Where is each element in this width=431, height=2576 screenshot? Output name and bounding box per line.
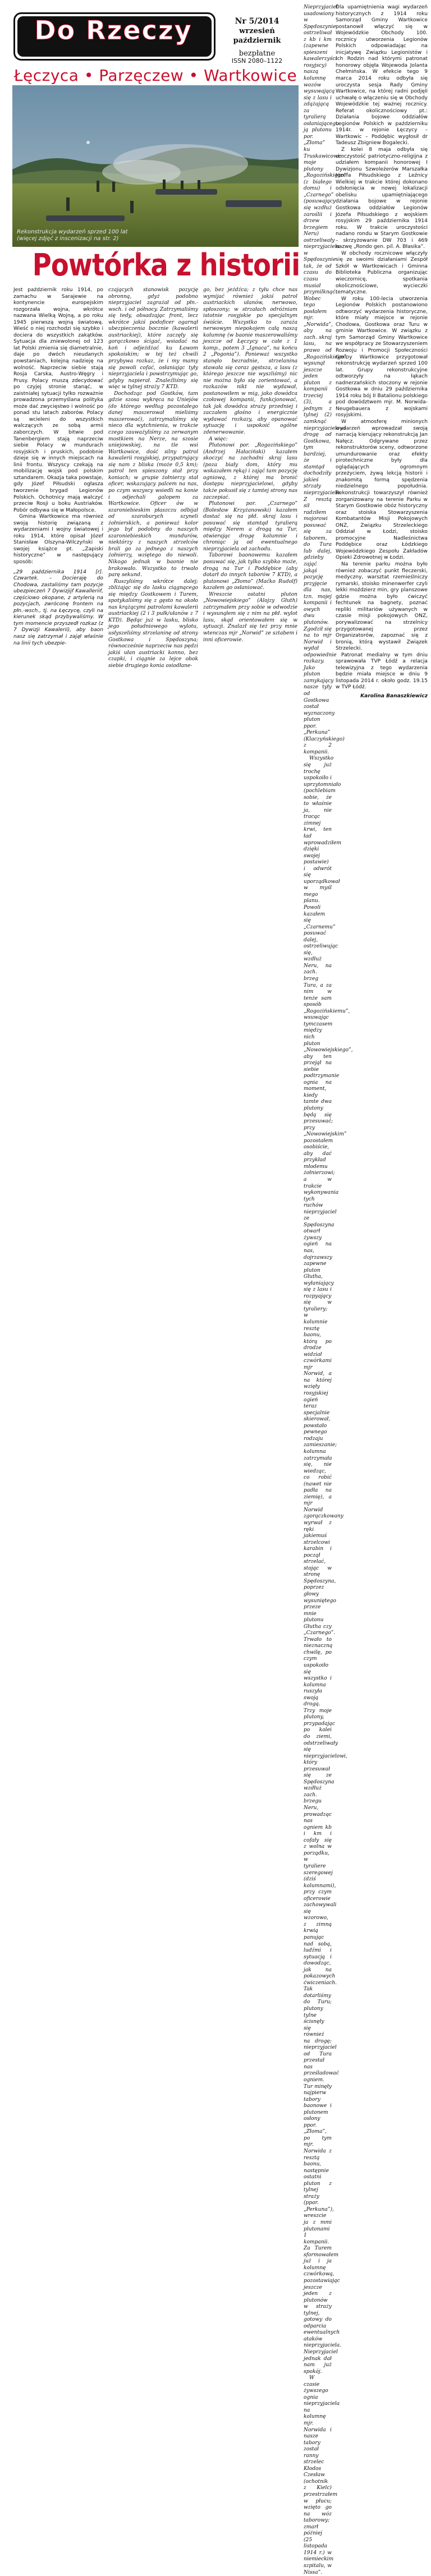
paragraph: Wszystko się już trochę uspokoiło i uprzytomniało (pochlebiam sobie, że to właśnie ja, nie tracąc zimnej krwi, ten ład wprowadziłem dzięki swojej postawie) i odwrót się uporządkował w myśl mego planu. Powoli kazałem się „Czarnemu” posuwać dalej, ostrzeliwując się, wzdłuż Neru, na zach. brzeg Tura, a za nim w tenże sam sposób „Rogozińskiemu”, wsuwając tymczasem między nich pluton „Nowowiejskiego”, aby ten przejął na siebie podtrzymanie ognia na moment, kiedy tamte dwa plutony będą się przesuwać; przy „Nowowiejskim” pozostałem osobiście, aby dać przykład młodemu żołnierzowi; a w trakcie wykonywania tych ruchów nieprzyjaciel ze Spędoszyna otwarł żywszy ogień na nas, dojrzawszy zapewne pluton Głutha, wyłaniający się z lasu i rozpyający się w tyraliery; w kolumnie resztę baonu, którą po drodze widział czwórkami mjr Norwid, a na której wzięły rosyjskiej ogień teraz specjalnie skierował, powstało pewnego rodzaju zamieszanie; kolumna zatrzymała się, nie wiedząc, co robić (nawet nie padła na ziemię), a mjr Norwid zgorączkowany wyrwał z ręki jakiemuś strzelcowi karabin i począł strzelać, stojąc w stronę Spędoszyna, poprzez głowy wysuniętego przeze mnie plutonu Głutha czy „Czarnego”. Trwało to nieznaczną chwilę, po czym uspokoiło się wszystko i kolumna ruszyła swoją drogą. Trzy moje plutony, przypadając po kolei do ziemi, odstrzeliwały się nieprzyjacielowi, który przesuwał się ze Spędoszyna wzdłuż zach. brzegu Neru, prowadząc nas ogniem kb i km i cofały się z wolna w porządku, w tyraliere szeregowej (dziś kolumnami), przy czym oficerowie zachowywali się wzorowo, z zimną krwią panując nad sobą, ludźmi i sytuacją i dowodząc, jak na pokazowych ćwiczeniach. Tak dotarliśmy do Turu; plutony tylne ścisnęły się również na drogę; nieprzyjaciel od Tura przestał nas prześladować ogniem. Tur minęły najpierw tabory baonowe i plutonem osłony ppor. „Złoma”, po tym mjr. Norwida z resztą baonu, następnie ostatni pluton z tylnej straży (ppor. „Perkuna”), wreszcie ja z mmi plutonami 1 kompanii. Za Turem sformowałem już i ja kolumnę czwórkową, pozostawiając jeszcze jeden z plutonów w straży tylnej, gotowy do odparcia ewentualnych ataków nieprzyjaciela. Nieprzyjaciel jednak dał nam już spokój.: [304, 756, 353, 2375]
paragraph: go, bez jeźdźca; z tyłu chce nas wymijać również jakiś patrol austriackich ułanów, nerwowo, spłoszony; w strzałach odróżniam istotnie rosyjskie po specjalnym świście. Wszystko to zaraża nerwowym niepokojem całą naszą kolumnę (w baonie maszerowaliśmy jeszcze od Łęczycy w całe z 1 komp., potem 3 „Ignaca”, na końcu 2 „Pogonia”). Ponieważ wszystko stanęło bezradnie, strzelanina stawała się coraz gęstsza, a lasu (z którego jeszcze nie wyszliśmy) nic nie można było się zorientować, a rozkazów nikt nie wydawał, postanowiłem w mig, jako dowódca czołowej kompanii, funkcjonować, tak jak dowódca straży przedniej i zaczałem głośno i energicznie wydawać rozkazy, aby opanować sytuację i uspokoić ogólne zdenerwowanie.: [203, 287, 297, 436]
issn-number: ISSN 2080–1122: [231, 57, 283, 65]
photo-illustration: [12, 85, 299, 247]
article-column-2: [108, 287, 198, 669]
paragraph: W czasie żywszego ognia nieprzyjaciela na kolumnę mjr. Norwida i nasze tabory został ranny strzelec Kłodos Czesław (ochotnik z Kielc) przestrzałem w płucu; wzięto go na wóz taborowy; zmarł później (25 listopada 1914 r.) w niemieckim szpitalu, w Nissa”.: [304, 2375, 340, 2575]
issue-month-1: wrzesień: [239, 27, 275, 35]
paragraph: Ruszyliśmy wkrótce dalej; zbliżając się do lasku ciągnącego się między Gostkowem i Turem, spotykaliśmy się z gęsto na około nas krążącymi patrolami kawalerii austriackiej (2 i 3 pułk/ułanów z 7 KTD). Będąc już w lasku, blisko jego południowego wylotu, usłyszeliśmy strzelaninę od strony Gostkowa i Spędoszyna; równocześnie naprzeciw nas pędzi jakiś ułan austriacki konno, bez czapki, i ciągnie za lejce obok siebie drugiego konia osiodłane-: [108, 578, 198, 669]
paragraph: W obchody rocznicowe włączyły się ze swoimi działaniami Zespół Szkół w Wartkowicach i Gminna Biblioteka Publiczna organizując wieczornicę, spotkania okolicznościowe, wycieczki tematyczne.: [336, 250, 428, 296]
reenactment-photo: [12, 85, 299, 247]
article-column-5: [336, 4, 428, 699]
paragraph: czających stanowisk pozycję obronną, gdyż podobno nieprzyjaciel zagrażał od płn.-wsch. i od północy. Zatrzymaliśmy się tedy, obsadzając front, lecz wkrótce jakiś podoficer ogarnął ubezpieczenia bocznie (kawalerii austriackiej), które zaczęły się gorączkowo ścigać, wsiadać na koń i odjeżdżać ku Ławom spokoiskim; w tej też chwili przybywa rozkaz, że i my mamy się powoli cofać, osłaniając tyły nieprzyjaciela i powstrzymując go, gdyby napierał. Znaleźliśmy się więc w tylnej straży 7 KTD.: [108, 287, 198, 390]
paragraph: Jest październik roku 1914, po zamachu w Sarajewie na kontynencie europejskim rozgorzała wojna, wkrótce nazwana Wielką Wojną, a po roku 1945 pierwszą wojną światową. Wieść o niej rozchodzi się szybko i dociera do wszystkich zakątków. Sytuacja dla zniewolonej od 123 lat Polski zmienia się diametralnie, daje po dwóch nieudanych powstaniach, kolejną nadzieję na wolność. Naprzeciw siebie stają Rosja Carska, Austro-Węgry i Prusy. Polacy muszą zdecydować po czyjej stronie stanąć, w zaistniałej sytuacji tylko rozważnie prowadzona przemyślana polityka może dać zwycięstwo i wolność po ponad stu latach zaborów. Polacy są wcieleni do wszystkich walczących ze sobą armii zaborczych. W bitwie pod Tanenbergiem stają naprzeciw siebie Polacy w mundurach rosyjskich i pruskich, podobnie dzieje się w innych miejscach na linii frontu. Wszyscy czekają na mobilizację wojsk pod polskim sztandarem. Okazja taka powstaje, gdy Józef Piłsudski ogłasza tworzenie brygad Legionów Polskich. Ochotnicy mają walczyć przeciw Rosji u boku Austriaków. Pobór odbywa się w Małopolsce.: [13, 287, 103, 513]
paragraph: Gmina Wartkowice ma również swoją historię związaną z wydarzeniami I wojny światowej i roku 1914, które opisał Józef Stanisław Olszyna-Wilczyński w swojej książce pt. „Zapiski historyczne” w następujący sposób:: [13, 514, 103, 565]
paragraph: Plutonowi por. „Czarnego” (Bolesław Krzyżanowski) kazałem dostać się na płd. skraj lasu i posuwać się stamtąd tyralierą między Nerem a drogą na Tur, otwierając drogę kolumnie i chroniąc ją od ewentualnego nieprzyjaciela od zachodu.: [203, 501, 297, 552]
photo-caption: [17, 229, 128, 242]
paragraph: W roku 100-lecia utworzenia Legionów Polskich postanowiono odtworzyć wydarzenia historyczne, które miały miejsce w rejonie Chodowa, Gostkowa oraz Turu w gminie Wartkowice. W związku z tym Samorząd Gminy Wartkowice we współpracy ze Stowarzyszeniem Rozwoju i Promocji Społeczności Gminy Wartkowice przygotował rekonstrukcję wydarzeń sprzed 100 lat. Grupy rekonstrukcyjne odtworzyły na łąkach nadnerzańskich stoczony w rejonie Gostkowa w dniu 29 października 1914 roku bój II Batalionu polskiego pod dowództwem mjr. M. Norwida-Neugebauera z wojskami rosyjskimi.: [336, 296, 428, 418]
paragraph: Patronat medialny w tym dniu sprawowała TVP Łódź a relacja telewizyjna z tego wydarzenia będzie miała miejsce w dniu 9 listopada 2014 r. około godz. 19.15 w TVP Łódź.: [336, 652, 428, 691]
masthead-logo: [13, 12, 216, 61]
paragraph: Na terenie parku można było również zobaczyć punkt fleczerski, medyczny, warsztat rzemieślniczy rymarski, stoisko minenwerfer czyli lekki moździerz min, gry planszowe gdzie można było ćwiczyć fechtunek na bagnety, poznać repliki militariów używanych w czasie misji pokojowych ONZ, porywalizować na strzelnicy przygotowanej przez Organizatorów, zapoznać się z bronią, którą wystawił Związek Strzelecki.: [336, 562, 428, 652]
paragraph: W atmosferę minionych wydarzeń wprowadzał swoją narracją kierujący rekonstrukcją Jan Nałęcz. Odgrywane przez rekonstruktorów sceny, odtworzone umundurowanie oraz efekty pirotechniczne były dla oglądających ogromnym przeżyciem, żywą lekcją historii i znakomitą formą spędzenia niedzielnego popołudnia. Rekonstrukcji towarzyszył również zorganizowany na terenie Parku w Starym Gostkowie obóz historyczny oraz stoiska Stowarzyszenia Kombatantów Misji Pokojowych ONZ, Związku Strzeleckiego Oddział w Łodzi, stoisko promocyjne Nadleśnictwa Poddębice oraz Łódzkiego Wojewódzkiego Zespołu Zakładów Opieki Zdrowotnej w Łodzi.: [336, 419, 428, 561]
article-column-3: [203, 287, 297, 643]
issue-number: Nr 5/2014: [235, 17, 279, 26]
region-line: Łęczyca • Parzęczew • Wartkowice: [13, 66, 297, 85]
issue-price: bezpłatne: [239, 49, 276, 58]
paragraph: Plutonowi por. „Rogozińskiego” (Andrzej Hałaciński) kazałem skoczyć na zachodni skraj lasu (poza biały dom, który mu wskazałem ręką) i zająć tam pozycję ogniową, z której ma bronić dostępu nieprzyjacielowi, gdyby także pokusił się z tamtej strony nas zaczepiać.: [203, 443, 297, 500]
quote-paragraph: „29 października 1914 [r]. Czwartek. – Docieraję do Chodowa, zastaliśmy tam pozycje ubezpieczeń 7 Dywizjijf Kawalleriif, częściowo okopane, z artylerią na pozycjach, zwróconę frontem na płn.-wsch., tj. na Łęczycę, czyli na kierunek skąd przybywaliśmy. W tym momencie przyszedł rozkaz (z 7 Dywizji Kawalerii), aby baon nasz się zatrzymał i zajął właśnie na linii tych ubezpie-: [13, 569, 103, 646]
author-signature: Karolina Banaszkiewicz: [360, 693, 428, 699]
caption-line-2: (więcej zdjęć z inscenizacji na str. 2): [17, 236, 119, 242]
paragraph: Wreszcie ostatni pluton „Nowowiejskiego” (Alojzy Głuth) zatrzymałem przy sobie w odwodzie i wysunąłem się z nim na płd. wylot lasu, skąd orientowałem się w sytuacji. Znalazł się też przy mnie wtenczas mjr „Norwid” ze sztabem i inni oficerowie.: [203, 591, 297, 643]
caption-line-1: Rekonstrukcja wydarzeń sprzed 100 lat: [17, 229, 128, 235]
article-headline: Powtórka z historii: [32, 247, 300, 283]
paragraph: Taborowi baonowemu kazałem posuwać się, jak tylko szybko może, drogą na Tur i Poddębice (aby dotarł do innych taborów 7 KTD), a plutonowi „Złomo” (Maćko Rudolf) kazałem go osłaniować.: [203, 553, 297, 591]
paragraph: Z kolei 8 maja odbyła się uroczystość patriotyczno-religijna z udziałem kompanii honorowej I Dywizjonu Szwoleżerów Marszałka Józefa Piłsudskiego z Leźnicy Wielkiej w trakcie której dokonano odsłonięcia w nowej lokalizacji obelisku upamiętniającego działania bojowe w rejonie Gostkowa oddziałów Legionów Józefa Piłsudskiego z wojskiem rosyjskim 29 października 1914 roku. W trakcie uroczystości nadano rondu w Starym Gostkowie – skrzyżowanie DW 703 i 469 nazwę „Rondo gen. pil. A. Błasika”.: [336, 147, 428, 250]
article-column-1: [13, 287, 103, 646]
masthead-title: Do Rzeczy: [34, 15, 192, 45]
paragraph: Dla upamiętnienia wagi wydarzeń historycznych z 1914 roku Samorząd Gminy Wartkowice postanowił włączyć się w Wojewódzkie Obchody 100. rocznicy utworzenia Legionów Polskich odpowiadając na inicjatywę Związku Legionistów i Ich Rodzin nad którymi patronat honorowy objęła Wojewoda Jolanta Chełmińska. W efekcie tego 9 marca 2014 roku odbyła się uroczysta sesja Rady Gminy Wartkowice, na której radni podjęli uchwałę o włączeniu się w Obchody Wojewódzkie tej ważnej rocznicy. Referat okolicznościowy pt.: Działania bojowe oddziałów Legionów Polskich w październiku 1914r. w rejonie Łęczycy – Wartkowic – Poddębic wygłosił dr Tadeusz Zbigniew Bogalecki.: [336, 4, 428, 146]
paragraph: Nieprzyjaciel usadowiony w Spędoszynie ostrzeliwał z kb i km (zapewne spieszeni kawalerzyści rosyjscy) naszą kolumnę wozów wysuwającą się z lasu i zdążającą za tyralierą osłaniającego ją plutonu por. „Złoma” ku Truskawicowi; moje plutony „Rogozińskiego” (z białego domu) i „Czarnego” (posuwający się wzdłuż zaroślii i drzew brzegiem Neru) ostrzeliwały nieprzyjaciela w Spędoszynie tak, że od czasu do czasu musiał przymilknąć. Wobec tego posłałem mjr. „Norwida”, aby na zach. skraj lasu, na prawo od „Rogozińskiego”, wysunął jeszcze jeden pluton z kompanii trzeciej (3), a jednym z tylnej (2) zamknąć nieprzyjacielowi drogę od Gostkowa, tym bardziej, że i stamtąd dochodziły jakieś strzały nieprzyjaciela. Z resztą sił radziłem mojorowi posuwać się za taborem, do Tura lub dalej, gdzieby zająć jakąś pozycję przyjęcie dla nas, tzn. mojej kompanii i owych dwu plutonów. Zgodził się na to mjr Norwid i wydał odpowiednie rozkazy. Jako pluton zamykający nasze tyły od Gostkowa został wyznaczony pluton ppor. „Perkuna” (Klaczyńskiego) z 2 kompanii.: [304, 4, 349, 755]
paragraph: A więc:: [209, 436, 228, 442]
issue-month-2: październik: [233, 36, 281, 45]
paragraph: Dochodząc pod Gostków, tam gdzie szosa wykręca na Uniejów (do którego według pozostałego danej maszerował mieliśmy maszerować), zatrzymaliśmy się nieco dla wytchnienia, w trakcie czego zauważyliśmy za zerwanym mostkiem na Nerze, na szosie uniejowskiej, na tle wsi Wartkowice, dość silny patrol kawalerii rosyjskiej, przypatrujący się nam z bliska (może 0,5 km); patrol ten spieszony stał przy koniach; w grupie żołnierzy stał oficer, wskazujący palcem na nas, po czym wszyscy wsiedli na konie i odjechali galopem za Wartkowice. Oficer ów w szaroniebieskim płaszczu odbijał od szaroburych szyneli żołnierskich, a ponieważ kolor jego był podobny do naszych szaroniebieskich mundurów, niektórzy z naszych strzelców brali go za jednego z naszych żołnierzy, wziętego do niewoli. Nikogo jednak w baonie nie brakowało. Wszystko to trwało parę sekund.: [108, 390, 198, 578]
article-column-4: [304, 4, 353, 2575]
